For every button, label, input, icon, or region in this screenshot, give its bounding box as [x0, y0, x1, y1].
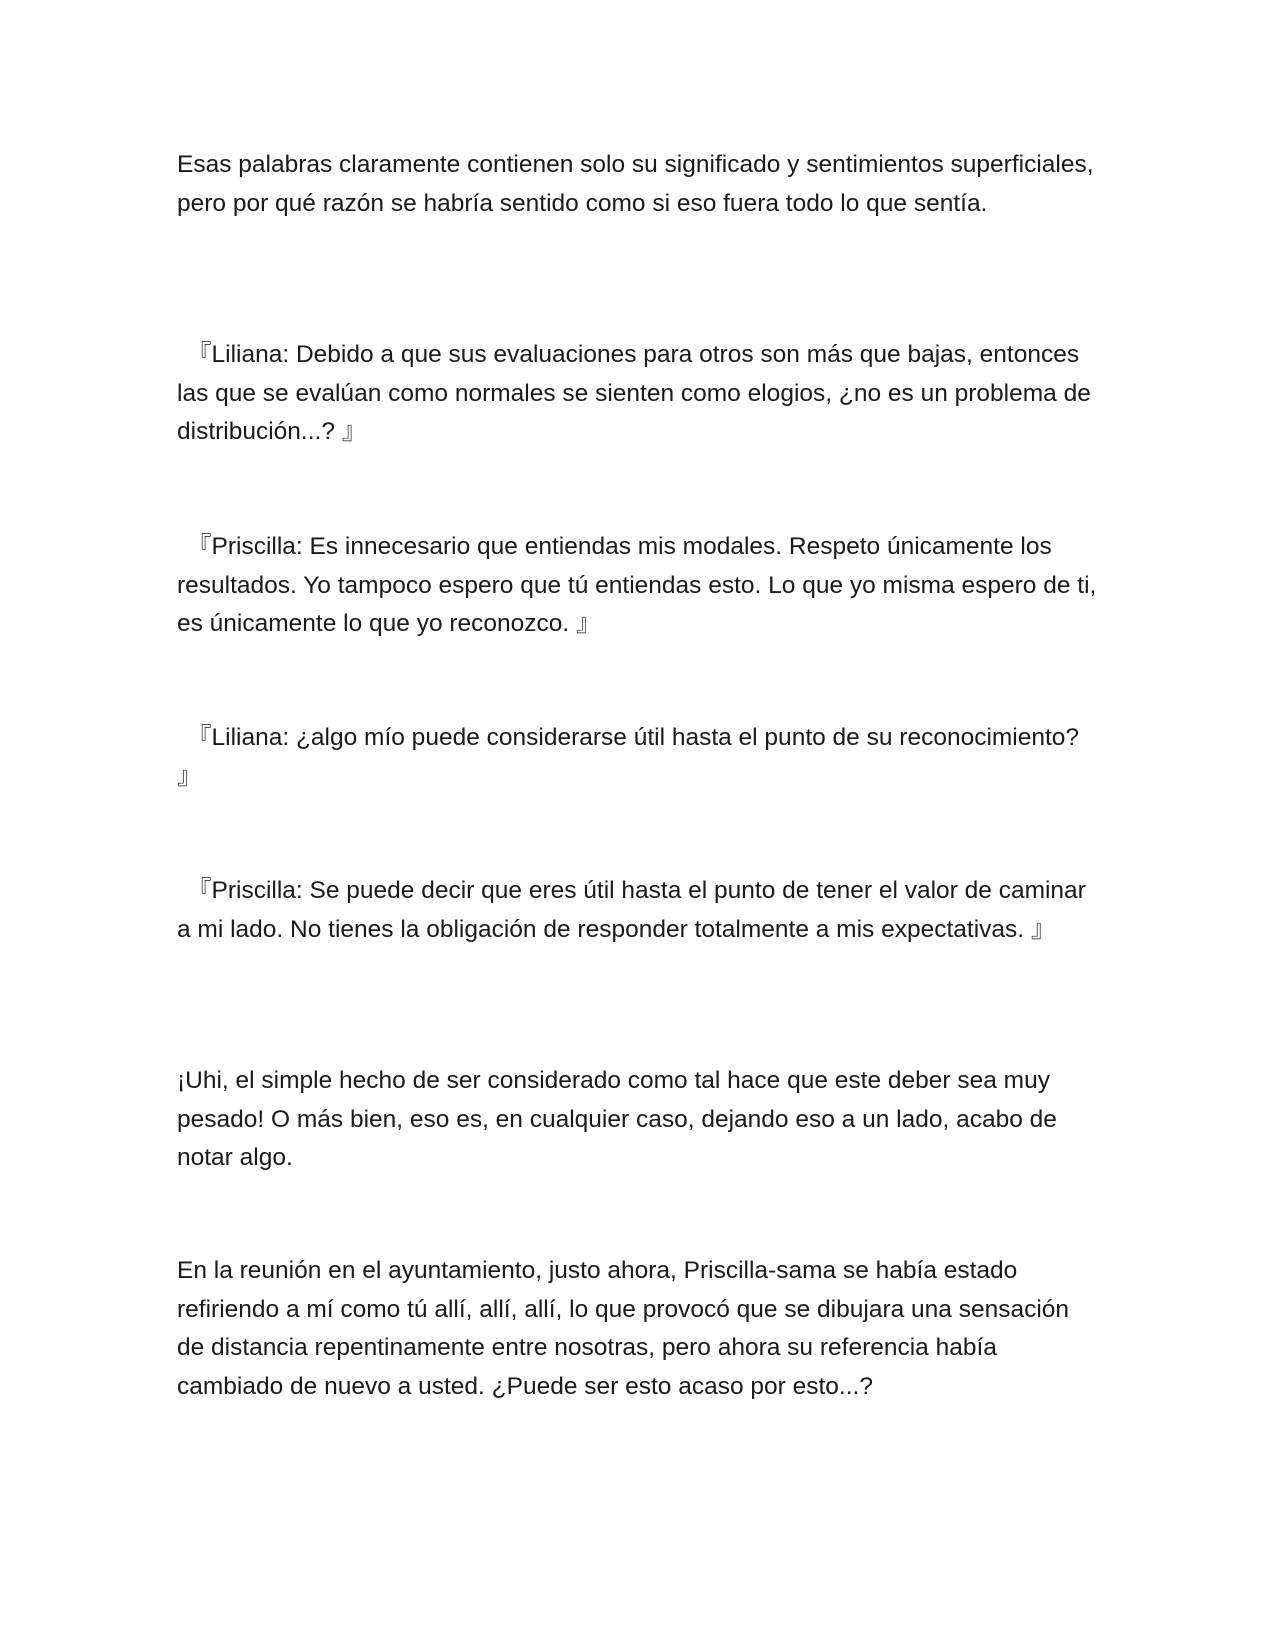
paragraph-narration-2: ¡Uhi, el simple hecho de ser considerado como tal hace que este deber sea muy pesado! O más bien, eso es, en cualquier caso, dejando eso a un lado, acabo de notar algo.: [177, 1067, 1057, 1171]
paragraph-dialogue-liliana-2: 『Liliana: ¿algo mío puede considerarse útil hasta el punto de su reconocimiento? 』: [177, 724, 1080, 790]
paragraph-dialogue-liliana-1: 『Liliana: Debido a que sus evaluaciones para otros son más que bajas, entonces las que se evalúan como normales se sienten como elogios, ¿no es un problema de distribución...? 』: [177, 341, 1091, 445]
paragraph-narration-1: Esas palabras claramente contienen solo su significado y sentimientos superficiales, pero por qué razón se habría sentido como si eso fuera todo lo que sentía.: [177, 151, 1094, 217]
paragraph-dialogue-priscilla-2: 『Priscilla: Se puede decir que eres útil hasta el punto de tener el valor de caminar a mi lado. No tienes la obligación de responder totalmente a mis expectativas. 』: [177, 877, 1086, 943]
paragraph-dialogue-priscilla-1: 『Priscilla: Es innecesario que entiendas mis modales. Respeto únicamente los resultados. Yo tampoco espero que tú entiendas esto. Lo que yo misma espero de ti, es únicamente lo que yo reconozco. 』: [177, 533, 1097, 637]
paragraph-narration-3: En la reunión en el ayuntamiento, justo ahora, Priscilla-sama se había estado refiriendo a mí como tú allí, allí, allí, lo que provocó que se dibujara una sensación de distancia repentinamente entre nosotras, pero ahora su referencia había cambiado de nuevo a usted. ¿Puede ser esto acaso por esto...?: [177, 1257, 1070, 1400]
